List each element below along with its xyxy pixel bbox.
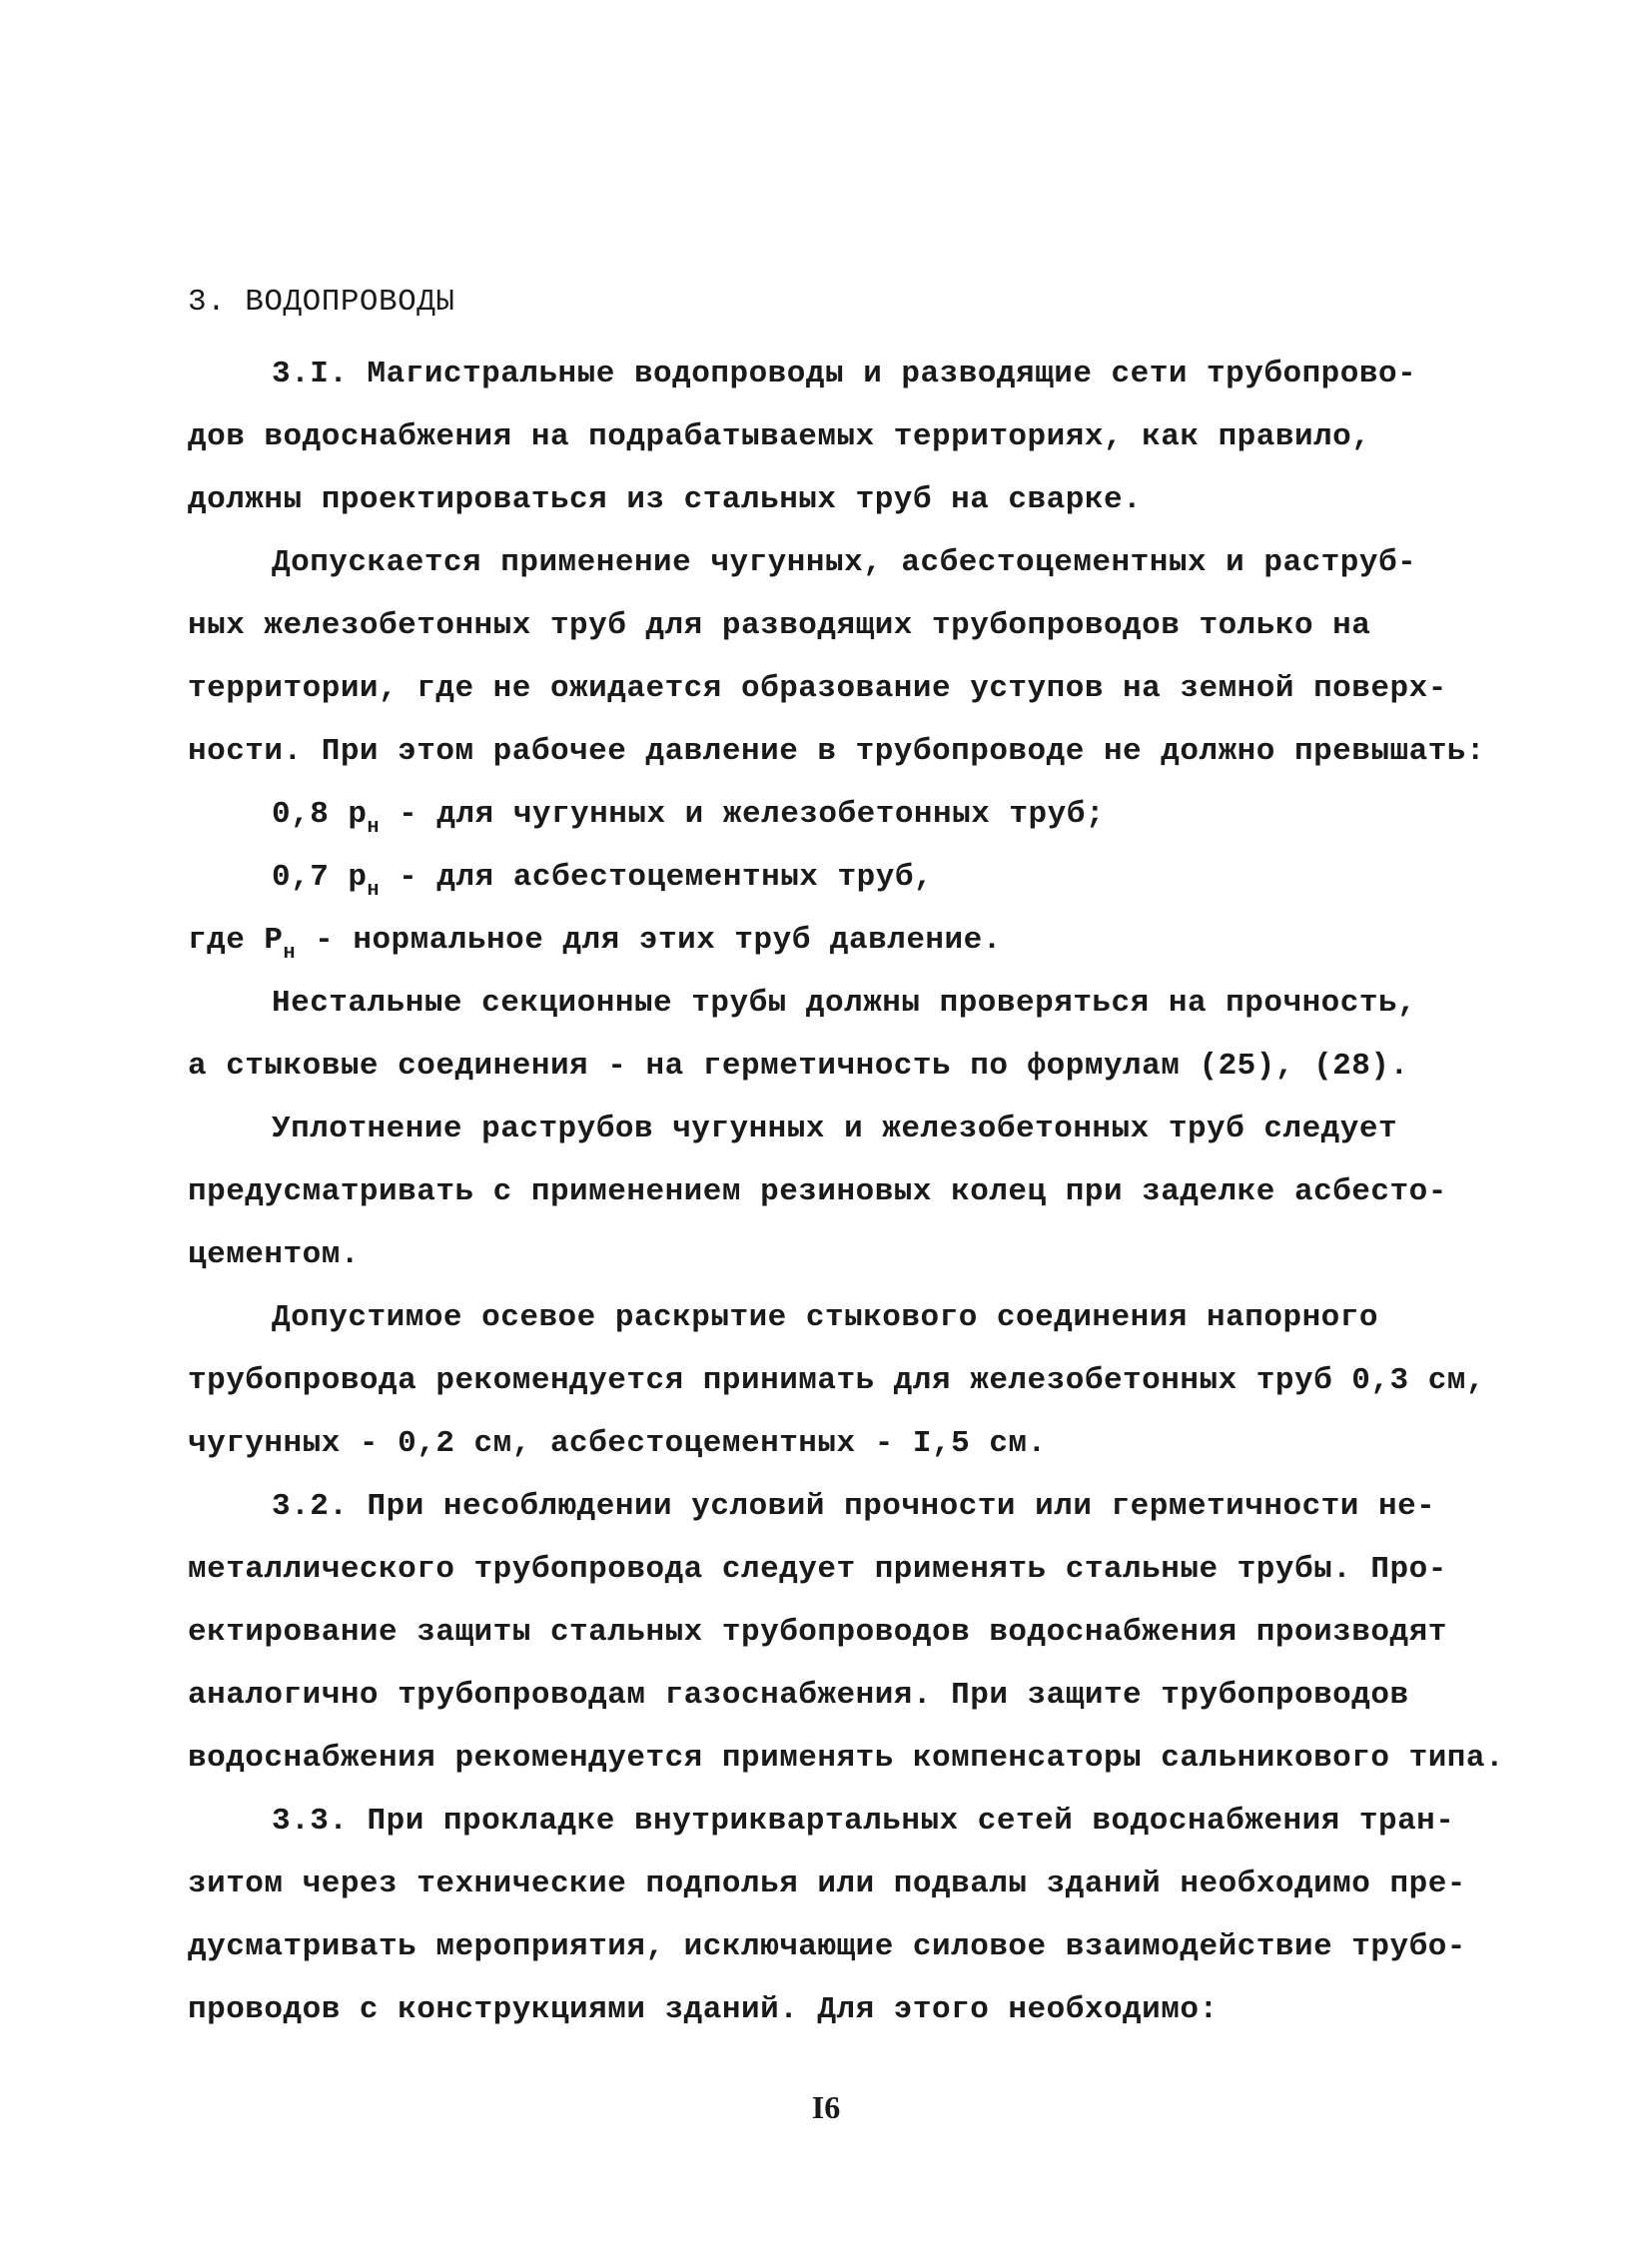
text-line: 3.2. При несоблюдении условий прочности или герметичности не- bbox=[272, 1489, 1436, 1524]
formula-coef: 0,8 p bbox=[272, 797, 368, 832]
text-line: ных железобетонных труб для разводящих трубопроводов только на bbox=[188, 608, 1371, 643]
text-line: ности. При этом рабочее давление в трубопроводе не должно превышать: bbox=[188, 734, 1486, 769]
text-line: предусматривать с применением резиновых колец при заделке асбесто- bbox=[188, 1174, 1447, 1209]
formula-coef: где P bbox=[188, 923, 284, 958]
formula-coef: 0,7 p bbox=[272, 860, 368, 895]
text-line: а стыковые соединения - на герметичность по формулам (25), (28). bbox=[188, 1049, 1409, 1084]
section-heading: 3. ВОДОПРОВОДЫ bbox=[188, 285, 455, 320]
formula-line bbox=[188, 921, 1002, 964]
text-line: аналогично трубопроводам газоснабжения. При защите трубопроводов bbox=[188, 1678, 1409, 1713]
text-line: Уплотнение раструбов чугунных и железобетонных труб следует bbox=[272, 1112, 1398, 1146]
formula-subscript: н bbox=[367, 816, 381, 839]
formula-subscript: н bbox=[283, 942, 297, 965]
text-line: проводов с конструкциями зданий. Для этого необходимо: bbox=[188, 1992, 1219, 2027]
text-line: цементом. bbox=[188, 1237, 360, 1272]
formula-subscript: н bbox=[367, 879, 381, 902]
formula-line bbox=[272, 795, 1105, 838]
text-line: зитом через технические подполья или подвалы зданий необходимо пре- bbox=[188, 1867, 1466, 1901]
text-line: Допустимое осевое раскрытие стыкового соединения напорного bbox=[272, 1300, 1378, 1335]
text-line: ектирование защиты стальных трубопроводов водоснабжения производят bbox=[188, 1615, 1447, 1650]
formula-text: - для асбестоцементных труб, bbox=[380, 860, 934, 895]
text-line: металлического трубопровода следует применять стальные трубы. Про- bbox=[188, 1552, 1447, 1587]
text-line: водоснабжения рекомендуется применять компенсаторы сальникового типа. bbox=[188, 1741, 1505, 1776]
text-line: 3.I. Магистральные водопроводы и разводящие сети трубопрово- bbox=[272, 357, 1417, 391]
text-line: Допускается применение чугунных, асбестоцементных и раструб- bbox=[272, 545, 1417, 580]
text-line: трубопровода рекомендуется принимать для железобетонных труб 0,3 см, bbox=[188, 1363, 1486, 1398]
text-line: дов водоснабжения на подрабатываемых территориях, как правило, bbox=[188, 419, 1371, 454]
text-line: дусматривать мероприятия, исключающие силовое взаимодействие трубо- bbox=[188, 1929, 1466, 1964]
text-line: чугунных - 0,2 см, асбестоцементных - I,5 см. bbox=[188, 1426, 1047, 1461]
formula-text: - для чугунных и железобетонных труб; bbox=[380, 797, 1105, 832]
text-line: территории, где не ожидается образование уступов на земной поверх- bbox=[188, 671, 1447, 706]
formula-line bbox=[272, 858, 933, 901]
text-line: 3.3. При прокладке внутриквартальных сетей водоснабжения тран- bbox=[272, 1804, 1455, 1839]
page-number: I6 bbox=[811, 2089, 841, 2125]
text-line: должны проектироваться из стальных труб на сварке. bbox=[188, 482, 1143, 517]
formula-text: - нормальное для этих труб давление. bbox=[296, 923, 1002, 958]
text-line: Нестальные секционные трубы должны проверяться на прочность, bbox=[272, 986, 1417, 1021]
